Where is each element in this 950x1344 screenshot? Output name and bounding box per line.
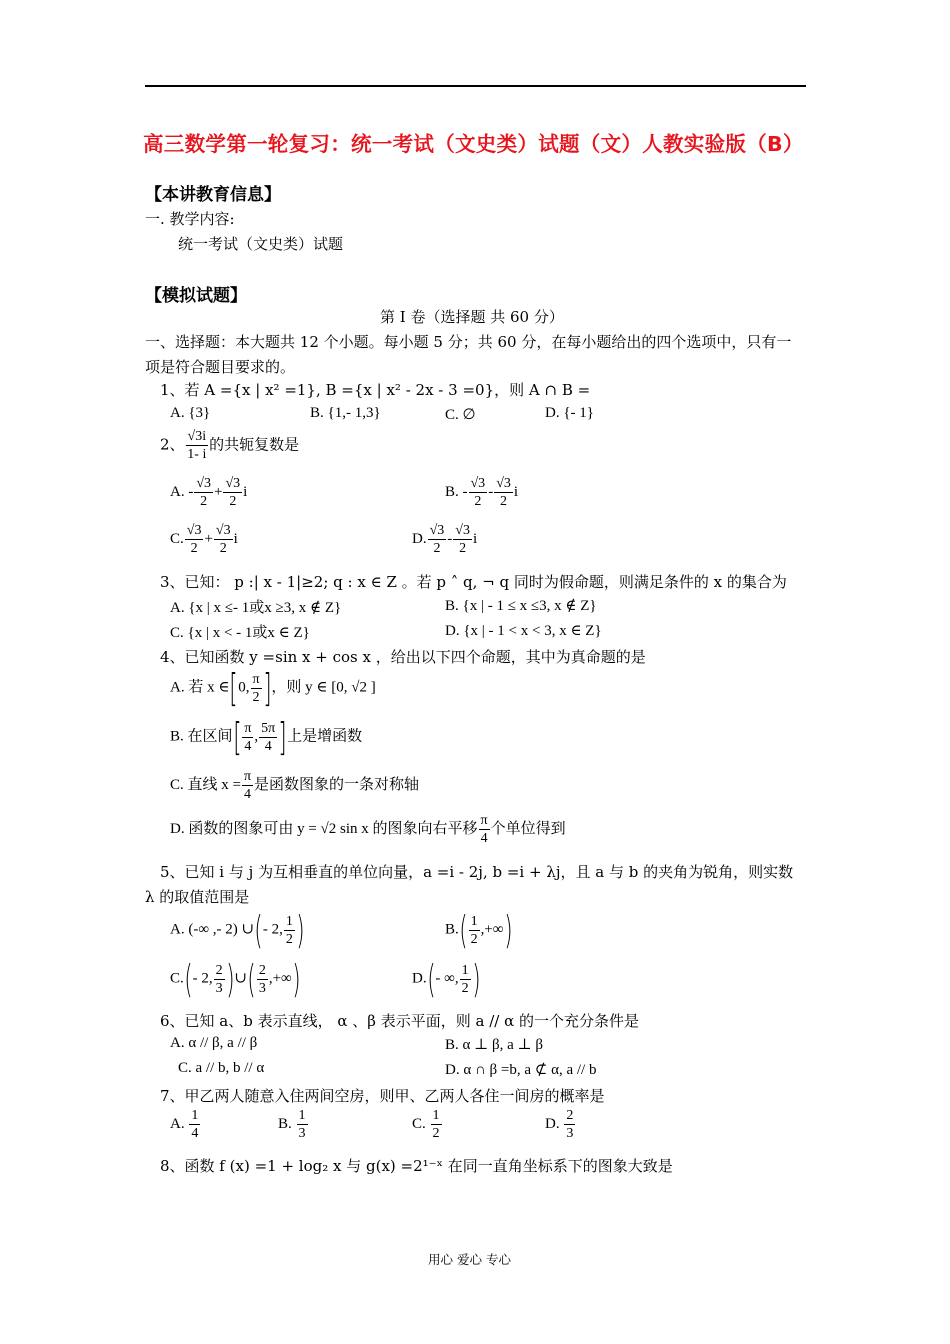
q6-option-d: D. α ∩ β =b, a ⊄ α, a // b — [445, 1062, 597, 1078]
q3-option-c: C. {x | x < - 1或x ∈ Z} — [170, 625, 310, 641]
q6-option-c: C. a // b, b // α — [178, 1060, 265, 1076]
header-rule — [145, 85, 806, 87]
q6-option-a: A. α // β, a // β — [170, 1035, 258, 1051]
page-footer: 用心 爱心 专心 — [428, 1252, 511, 1267]
q3-option-a: A. {x | x ≤- 1或x ≥3, x ∉ Z} — [170, 600, 342, 616]
q5-option-a: A. (-∞ ,- 2) ∪(- 2, $\frac{1}{2}$ ) — [170, 908, 305, 952]
content-text: 统一考试（文史类）试题 — [178, 235, 344, 253]
q2-option-b: B. - $\frac{√3}{2}$ - $\frac{√3}{2}$ i — [445, 476, 519, 509]
q7-option-a: A. $\frac{1}{4}$ — [170, 1108, 199, 1141]
q2-option-d: D. $\frac{√3}{2}$ - $\frac{√3}{2}$ i — [412, 523, 478, 556]
q5-option-b: B.( $\frac{1}{2}$ ,+∞) — [445, 908, 512, 952]
q5-stem-line-2: λ 的取值范围是 — [145, 888, 250, 906]
q6-option-b: B. α ⊥ β, a ⊥ β — [445, 1037, 543, 1053]
part-heading: 第 I 卷（选择题 共 60 分） — [380, 308, 564, 326]
q8-stem: 8、函数 f (x) =1 + log₂ x 与 g(x) =2¹⁻ˣ 在同一直角坐标系下的图象大致是 — [160, 1157, 673, 1175]
q1-option-b: B. {1,- 1,3} — [310, 405, 381, 421]
q3-option-d: D. {x | - 1 < x < 3, x ∈ Z} — [445, 623, 602, 639]
q1-stem: 1、若 A ={x | x² =1}, B ={x | x² - 2x - 3 =0}，则 A ∩ B = — [160, 381, 591, 399]
q2-stem-tail: 的共轭复数是 — [209, 435, 300, 454]
instructions-line-1: 一、选择题：本大题共 12 个小题。每小题 5 分；共 60 分，在每小题给出的四个选项中，只有一 — [145, 333, 792, 351]
q1-option-c: C. ∅ — [445, 407, 476, 423]
q2-fraction: $\frac{√3i}{1- i}$ — [187, 429, 207, 462]
q2-number: 2、 — [160, 435, 185, 454]
instructions-line-2: 项是符合题目要求的。 — [145, 358, 296, 376]
q5-option-c: C.(- 2, $\frac{2}{3}$ )∪( $\frac{2}{3}$ ,+∞) — [170, 957, 301, 1001]
section-heading-info: 【本讲教育信息】 — [145, 185, 281, 205]
q6-stem: 6、已知 a、b 表示直线， α 、β 表示平面，则 a // α 的一个充分条件是 — [160, 1012, 639, 1030]
q7-option-c: C. $\frac{1}{2}$ — [412, 1108, 440, 1141]
q4-option-b: B. 在区间[ $\frac{\pi}{4}$ , $\frac{5\pi}{4}$ ]上是增函数 — [170, 715, 363, 759]
document-title: 高三数学第一轮复习：统一考试（文史类）试题（文）人教实验版（B） — [143, 132, 804, 156]
q7-option-d: D. $\frac{2}{3}$ — [545, 1108, 574, 1141]
q2-stem — [160, 428, 299, 463]
q1-option-d: D. {- 1} — [545, 405, 594, 421]
q1-option-a: A. {3} — [170, 405, 211, 421]
q2-option-a: A. - $\frac{√3}{2}$ + $\frac{√3}{2}$ i — [170, 476, 248, 509]
q4-stem: 4、已知函数 y =sin x + cos x ，给出以下四个命题，其中为真命题的是 — [160, 648, 646, 666]
q5-stem-line-1: 5、已知 i 与 j 为互相垂直的单位向量，a =i - 2j, b =i + λj，且 a 与 b 的夹角为锐角，则实数 — [160, 863, 794, 881]
q4-option-c: C. 直线 x = $\frac{\pi}{4}$ 是函数图象的一条对称轴 — [170, 769, 420, 802]
q4-option-a: A. 若 x ∈[0, $\frac{\pi}{2}$ ]，则 y ∈ [0, √2 ] — [170, 666, 376, 710]
q4-option-d: D. 函数的图象可由 y = √2 sin x 的图象向右平移 $\frac{\pi}{4}$ 个单位得到 — [170, 813, 566, 846]
section-heading-test: 【模拟试题】 — [145, 286, 247, 306]
content-label: 一. 教学内容: — [145, 210, 235, 228]
q5-option-d: D.(- ∞, $\frac{1}{2}$ ) — [412, 957, 481, 1001]
q7-stem: 7、甲乙两人随意入住两间空房，则甲、乙两人各住一间房的概率是 — [160, 1087, 605, 1105]
q3-stem: 3、已知： p :| x - 1|≥2; q : x ∈ Z 。若 p ˄ q, ¬ q 同时为假命题，则满足条件的 x 的集合为 — [160, 573, 787, 591]
q2-option-c: C. $\frac{√3}{2}$ + $\frac{√3}{2}$ i — [170, 523, 238, 556]
q3-option-b: B. {x | - 1 ≤ x ≤3, x ∉ Z} — [445, 598, 597, 614]
q7-option-b: B. $\frac{1}{3}$ — [278, 1108, 306, 1141]
